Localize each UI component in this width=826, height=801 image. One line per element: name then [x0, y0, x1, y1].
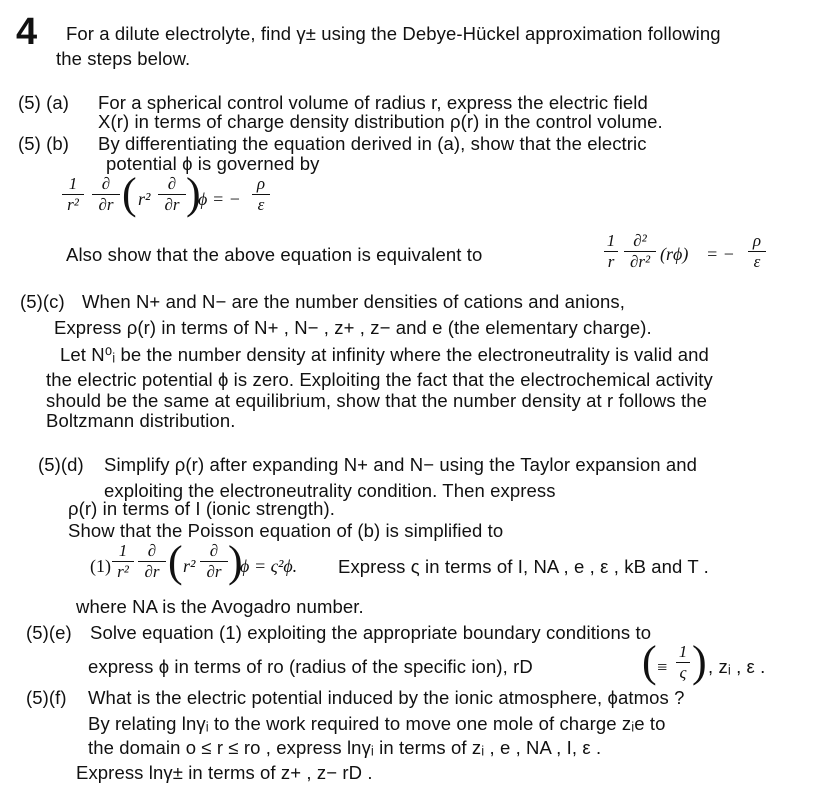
frac-one-over-r2: 1 r² [62, 175, 84, 214]
part-d-label: (5)(d) [38, 454, 84, 475]
frac-d2-dr2: ∂² ∂r² [624, 232, 656, 271]
eq-1-tail: = ς²ϕ. [254, 556, 298, 576]
part-b-also-show: Also show that the above equation is equivalent to [66, 244, 483, 265]
part-f-line-3: the domain o ≤ r ≤ ro , express lnγᵢ in terms of zᵢ , e , NA , I, ε . [88, 737, 602, 758]
frac-one-over-r2-d: 1 r² [112, 542, 134, 581]
part-c-line-3: Let N⁰ᵢ be the number density at infinity where the electroneutrality is valid and [60, 344, 709, 365]
frac-one-over-zeta: 1 ς [676, 643, 690, 682]
part-d-line-6: where NA is the Avogadro number. [76, 596, 364, 617]
r-squared-1: r² [138, 189, 151, 209]
part-d-line-4: Show that the Poisson equation of (b) is simplified to [68, 520, 504, 541]
paren-right-1: ) [186, 169, 201, 218]
frac-d-dr-1: ∂ ∂r [92, 175, 120, 214]
part-e-line-1: Solve equation (1) exploiting the appropriate boundary conditions to [90, 622, 652, 643]
part-d-express: Express ς in terms of I, NA , e , ε , kB and T . [338, 556, 709, 577]
part-f-line-4: Express lnγ± in terms of z+ , z− rD . [76, 762, 373, 783]
frac-d-dr-d1: ∂ ∂r [138, 542, 166, 581]
part-c-line-6: Boltzmann distribution. [46, 410, 236, 431]
part-d-line-3: ρ(r) in terms of I (ionic strength). [68, 498, 336, 519]
intro-line-1: For a dilute electrolyte, find γ± using the Debye-Hückel approximation following [66, 23, 721, 44]
part-c-label: (5)(c) [20, 291, 65, 312]
frac-one-over-r: 1 r [604, 232, 618, 271]
part-d-line-2: exploiting the electroneutrality condition. Then express [104, 480, 556, 501]
equals-minus-2: = − [706, 244, 735, 264]
part-c-line-1: When N+ and N− are the number densities of cations and anions, [82, 291, 626, 312]
part-b-line-1: By differentiating the equation derived in (a), show that the electric [98, 133, 647, 154]
paren-right-e: ) [692, 637, 707, 686]
r-phi: (rϕ) [660, 244, 689, 264]
phi-d: ϕ [240, 556, 250, 576]
paren-left-e: ( [642, 637, 657, 686]
part-a-line-1: For a spherical control volume of radius r, express the electric field [98, 92, 648, 113]
frac-d-dr-2: ∂ ∂r [158, 175, 186, 214]
frac-d-dr-d2: ∂ ∂r [200, 542, 228, 581]
part-e-label: (5)(e) [26, 622, 72, 643]
phi-1: ϕ [198, 189, 208, 209]
paren-left-1: ( [122, 169, 137, 218]
part-b-label: (5) (b) [18, 133, 70, 154]
paren-left-d: ( [168, 537, 183, 586]
part-f-label: (5)(f) [26, 687, 67, 708]
equiv-sign: ≡ [656, 657, 669, 677]
part-c-line-4: the electric potential ϕ is zero. Exploiting the fact that the electrochemical activity [46, 369, 713, 390]
part-a-label: (5) (a) [18, 92, 70, 113]
part-c-line-5: should be the same at equilibrium, show that the number density at r follows the [46, 390, 707, 411]
part-b-line-2: potential ϕ is governed by [106, 153, 320, 174]
part-f-line-2: By relating lnγᵢ to the work required to move one mole of charge zᵢe to [88, 713, 666, 734]
intro-line-2: the steps below. [56, 48, 191, 69]
part-d-line-1: Simplify ρ(r) after expanding N+ and N− using the Taylor expansion and [104, 454, 698, 475]
part-c-line-2: Express ρ(r) in terms of N+ , N− , z+ , z− and e (the elementary charge). [54, 317, 652, 338]
question-number: 4 [16, 11, 38, 53]
frac-rho-eps-2: ρ ε [748, 232, 766, 271]
part-e-line-2-tail: , zᵢ , ε . [708, 656, 766, 677]
part-e-line-2: express ϕ in terms of ro (radius of the specific ion), rD [88, 656, 533, 677]
r-squared-d: r² [183, 556, 196, 576]
equals-minus-1: = − [212, 189, 241, 209]
part-f-line-1: What is the electric potential induced by the ionic atmosphere, ϕatmos ? [88, 687, 685, 708]
frac-rho-eps-1: ρ ε [252, 175, 270, 214]
paren-right-d: ) [228, 537, 243, 586]
part-a-line-2: X(r) in terms of charge density distribution ρ(r) in the control volume. [98, 111, 663, 132]
eq-1-label: (1) [90, 556, 111, 576]
